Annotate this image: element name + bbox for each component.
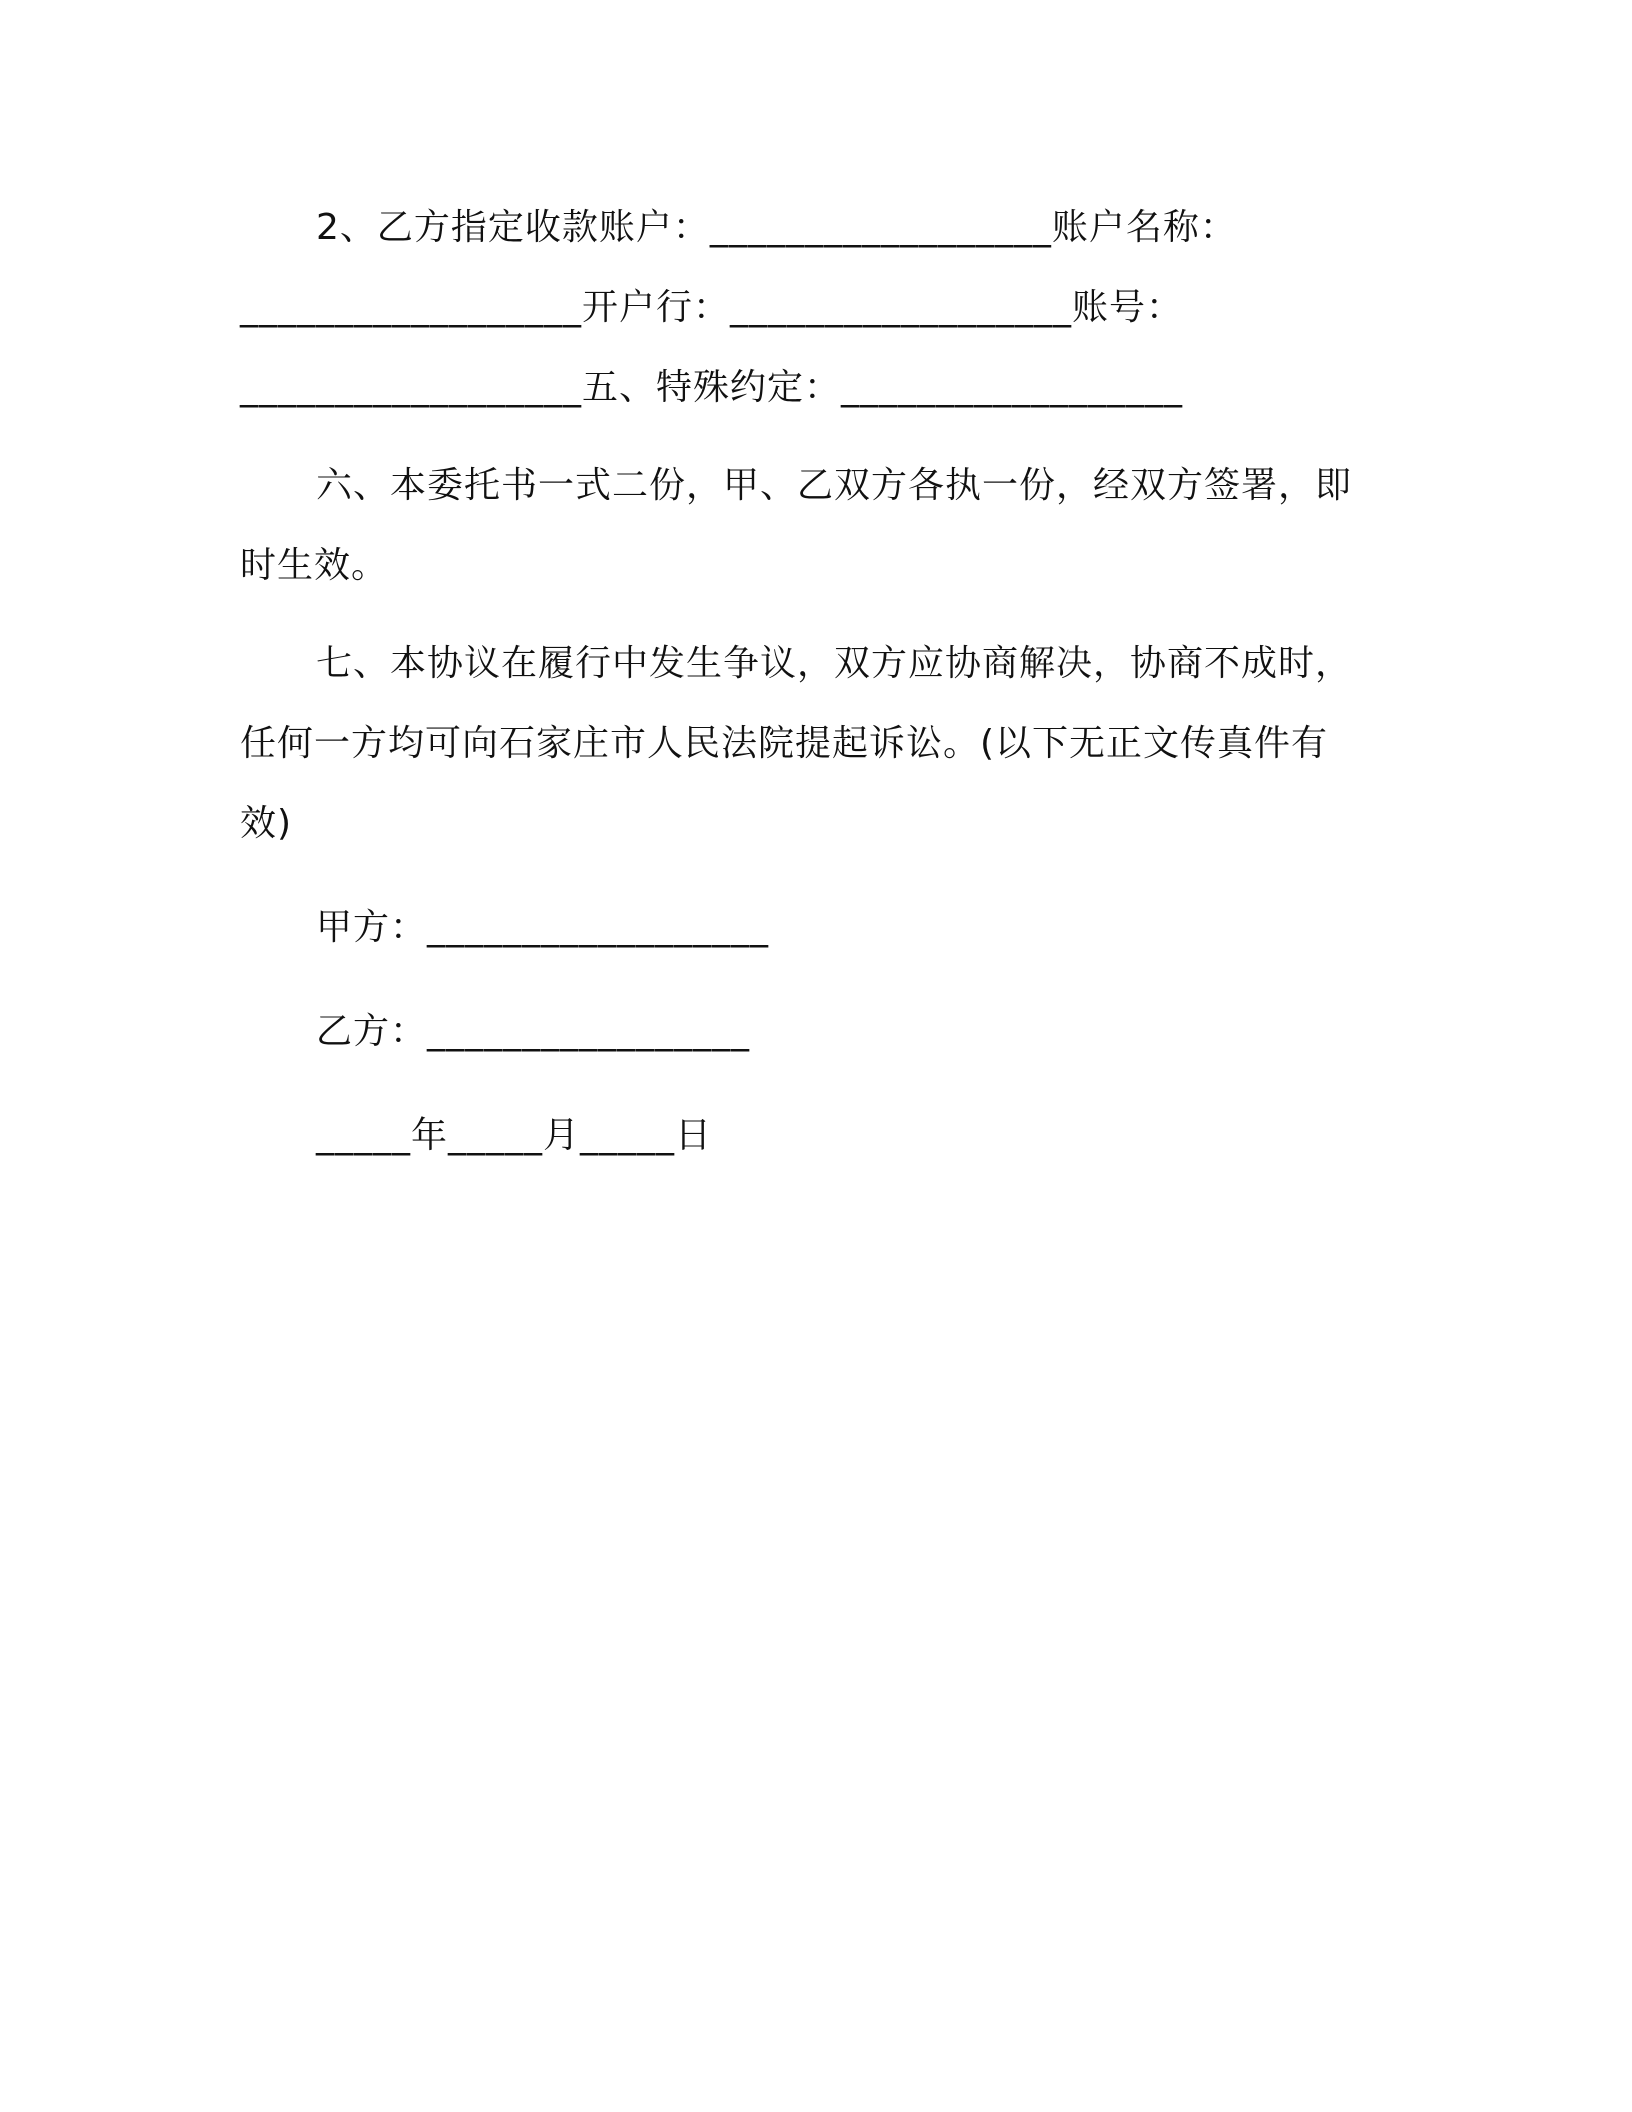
bank-blank: __________________ [730,287,1073,328]
party-b-blank: _________________ [427,1011,751,1052]
month-label: 月 [543,1115,581,1156]
clause-six: 六、本委托书一式二份，甲、乙双方各执一份，经双方签署，即时生效。 [240,465,1353,586]
account-name-blank: __________________ [240,287,582,328]
clause-seven: 七、本协议在履行中发生争议，双方应协商解决，协商不成时，任何一方均可向石家庄市人民法院提起诉讼。(以下无正文传真件有效) [240,643,1353,844]
year-blank: _____ [316,1115,411,1156]
bank-label: 开户行： [582,287,731,328]
party-b-label: 乙方： [316,1011,428,1052]
day-label: 日 [675,1115,713,1156]
party-a-signature [240,888,1380,968]
account-blank: __________________ [709,207,1052,248]
special-terms-label: 五、特殊约定： [582,367,842,408]
party-b-signature [240,992,1380,1072]
special-terms-blank: __________________ [841,367,1184,408]
year-label: 年 [411,1115,449,1156]
party-a-label: 甲方： [316,907,428,948]
account-number-label: 账号： [1072,287,1184,328]
document-body [240,188,1380,1200]
account-paragraph [240,188,1380,428]
account-item-label: 2、乙方指定收款账户： [316,207,710,248]
month-blank: _____ [448,1115,544,1156]
party-a-blank: __________________ [427,907,770,948]
signing-date [240,1096,1380,1176]
account-name-label: 账户名称： [1051,207,1237,248]
day-blank: _____ [580,1115,676,1156]
account-number-blank: __________________ [240,367,582,408]
